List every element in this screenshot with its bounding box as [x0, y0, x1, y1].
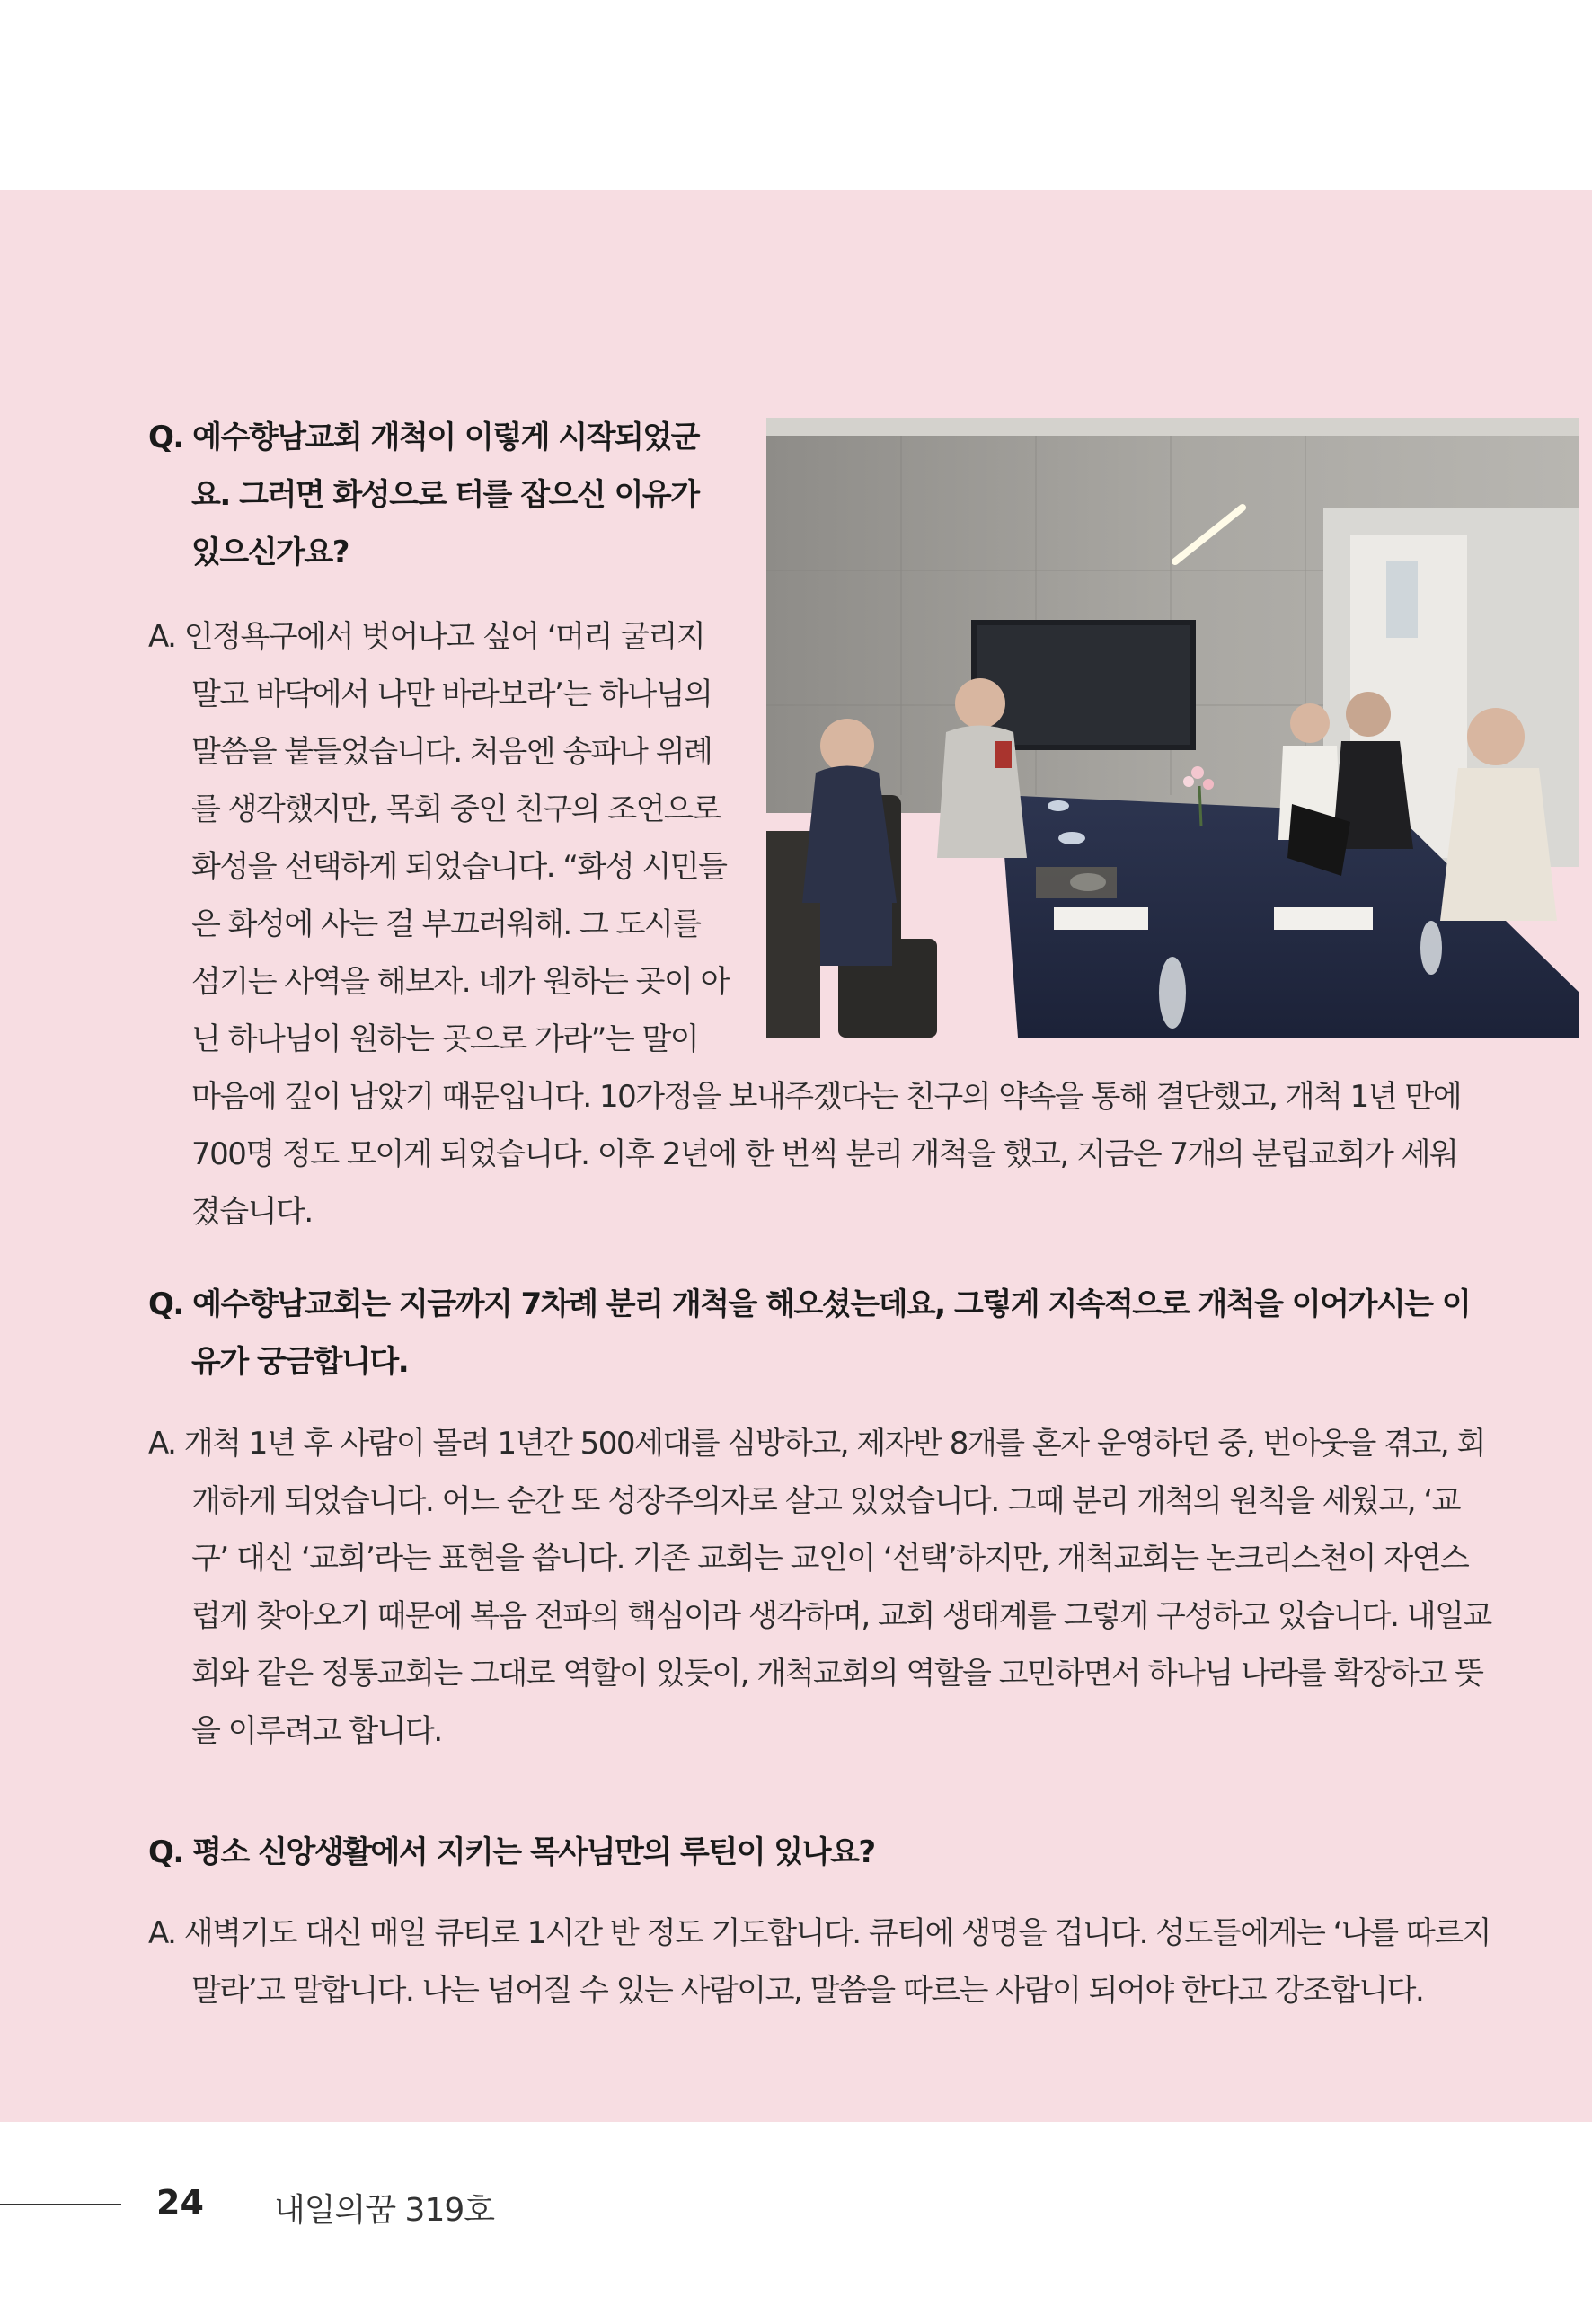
answer-1-line: 섬기는 사역을 해보자. 네가 원하는 곳이 아 [191, 964, 729, 1000]
question-1-line: Q. 예수향남교회 개척이 이렇게 시작되었군 [148, 420, 700, 455]
answer-1-line: 졌습니다. [191, 1194, 313, 1230]
answer-1 [148, 608, 1462, 1241]
question-1 [148, 409, 723, 581]
question-1-line: 있으신가요? [191, 535, 349, 570]
question-1-line: 요. 그러면 화성으로 터를 잡으신 이유가 [191, 477, 699, 513]
answer-1-line: A. 인정욕구에서 벗어나고 싶어 ‘머리 굴리지 [148, 619, 705, 655]
answer-1-line: 은 화성에 사는 걸 부끄러워해. 그 도시를 [191, 906, 701, 942]
answer-2: A. 개척 1년 후 사람이 몰려 1년간 500세대를 심방하고, 제자반 8개를 혼자 운영하던 중, 번아웃을 겪고, 회개하게 되었습니다. 어느 순간 또 성장주의자로 살고 있었습니다. 그때 분리 개척의 원칙을 세웠고, ‘교구’ 대신 ‘교회’라는 표현을 씁니다. 기존 교회는 교인이 ‘선택’하지만, 개척교회는 논크리스천이 자연스럽게 찾아오기 때문에 복음 전파의 핵심이라 생각하며, 교회 생태계를 그렇게 구성하고 있습니다. 내일교회와 같은 정통교회는 그대로 역할이 있듯이, 개척교회의 역할을 고민하면서 하나님 나라를 확장하고 뜻을 이루려고 합니다. [148, 1426, 1491, 1749]
page-number: 24 [156, 2183, 204, 2222]
footer-rule [0, 2204, 121, 2205]
question-2: Q. 예수향남교회는 지금까지 7차례 분리 개척을 해오셨는데요, 그렇게 지속적으로 개척을 이어가시는 이유가 궁금합니다. [148, 1286, 1471, 1380]
answer-1-line: 마음에 깊이 남았기 때문입니다. 10가정을 보내주겠다는 친구의 약속을 통해 결단했고, 개척 1년 만에 [191, 1079, 1462, 1115]
answer-1-line: 닌 하나님이 원하는 곳으로 가라”는 말이 [191, 1021, 699, 1057]
answer-1-line: 말고 바닥에서 나만 바라보라’는 하나님의 [191, 676, 712, 712]
answer-1-line: 화성을 선택하게 되었습니다. “화성 시민들 [191, 849, 727, 885]
answer-1-line: 를 생각했지만, 목회 중인 친구의 조언으로 [191, 791, 721, 827]
answer-3: A. 새벽기도 대신 매일 큐티로 1시간 반 정도 기도합니다. 큐티에 생명을 겁니다. 성도들에게는 ‘나를 따르지 말라’고 말합니다. 나는 넘어질 수 있는 사람이고, 말씀을 따르는 사람이 되어야 한다고 강조합니다. [148, 1915, 1490, 2009]
magazine-issue: 내일의꿈 319호 [274, 2192, 495, 2229]
answer-1-line: 700명 정도 모이게 되었습니다. 이후 2년에 한 번씩 분리 개척을 했고, 지금은 7개의 분립교회가 세워 [191, 1136, 1458, 1172]
question-3: Q. 평소 신앙생활에서 지키는 목사님만의 루틴이 있나요? [148, 1834, 875, 1870]
answer-1-line: 말씀을 붙들었습니다. 처음엔 송파나 위례 [191, 734, 712, 770]
